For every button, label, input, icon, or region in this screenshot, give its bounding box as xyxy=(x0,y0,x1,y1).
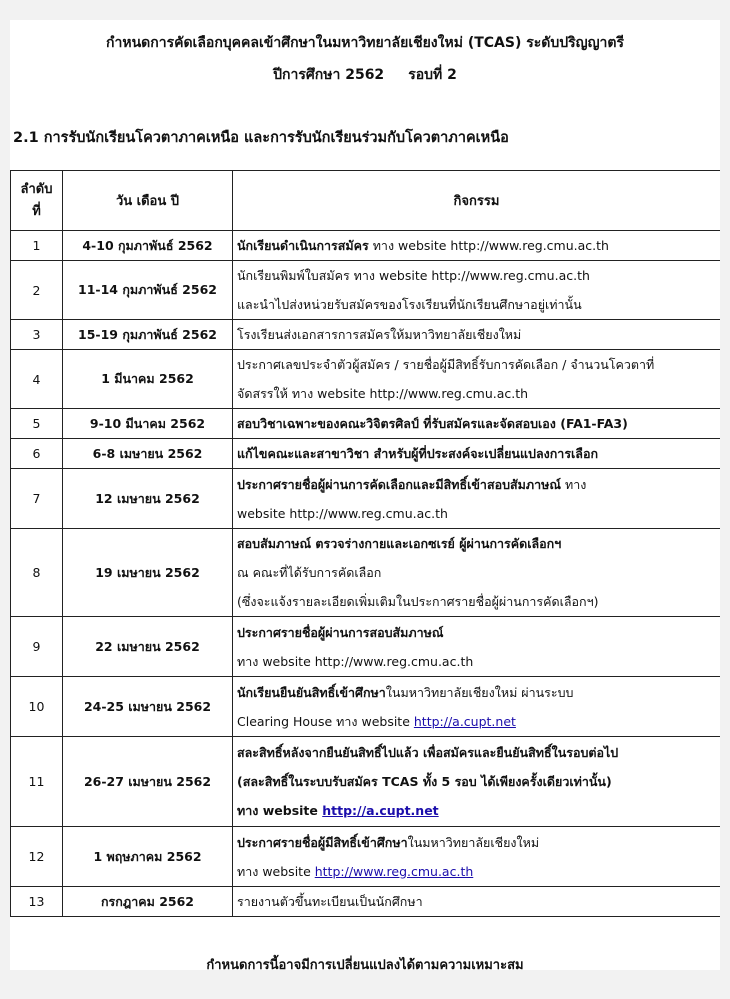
row-number: 12 xyxy=(11,827,63,887)
activity-bold-text: ประกาศรายชื่อผู้มีสิทธิ์เข้าศึกษา xyxy=(237,834,408,850)
header-activity: กิจกรรม xyxy=(233,171,721,231)
row-number: 8 xyxy=(11,529,63,617)
row-activity xyxy=(233,677,721,737)
activity-text: ทาง website http://www.reg.cmu.ac.th xyxy=(368,238,609,253)
activity-line xyxy=(237,796,716,825)
activity-line: ณ คณะที่ได้รับการคัดเลือก xyxy=(237,565,382,580)
row-number: 6 xyxy=(11,439,63,469)
activity-line: ทาง website http://www.reg.cmu.ac.th xyxy=(237,653,474,669)
activity-text: ในมหาวิทยาลัยเชียงใหม่ ผ่านระบบ xyxy=(385,684,574,700)
activity-line: ประกาศเลขประจำตัวผู้สมัคร / รายชื่อผู้มีสิทธิ์รับการคัดเลือก / จำนวนโควตาที่ xyxy=(237,357,655,372)
row-activity xyxy=(233,887,721,917)
row-date: 12 เมษายน 2562 xyxy=(63,469,233,529)
table-row xyxy=(11,529,721,617)
cupt-link[interactable]: http://a.cupt.net xyxy=(413,713,516,729)
table-row xyxy=(11,737,721,827)
row-number: 11 xyxy=(11,737,63,827)
activity-line: ประกาศรายชื่อผู้ผ่านการสอบสัมภาษณ์ xyxy=(237,624,444,640)
row-date: 15-19 กุมภาพันธ์ 2562 xyxy=(63,320,233,350)
activity-line: จัดสรรให้ ทาง website http://www.reg.cmu.ac.th xyxy=(237,386,529,401)
header-date: วัน เดือน ปี xyxy=(63,171,233,231)
activity-line: สละสิทธิ์หลังจากยืนยันสิทธิ์ไปแล้ว เพื่อสมัครและยืนยันสิทธิ์ในรอบต่อไป xyxy=(237,745,619,760)
section-title: 2.1 การรับนักเรียนโควตาภาคเหนือ และการรับนักเรียนร่วมกับโควตาภาคเหนือ xyxy=(13,130,509,146)
row-date: 22 เมษายน 2562 xyxy=(63,617,233,677)
row-activity xyxy=(233,409,721,439)
table-row xyxy=(11,409,721,439)
row-activity xyxy=(233,261,721,320)
row-date: 4-10 กุมภาพันธ์ 2562 xyxy=(63,231,233,261)
academic-year-line xyxy=(10,64,720,86)
table-row xyxy=(11,469,721,529)
activity-line: สอบวิชาเฉพาะของคณะวิจิตรศิลป์ ที่รับสมัครและจัดสอบเอง (FA1-FA3) xyxy=(237,416,628,431)
document-page xyxy=(10,20,720,970)
row-activity xyxy=(233,617,721,677)
row-date: 6-8 เมษายน 2562 xyxy=(63,439,233,469)
row-activity xyxy=(233,231,721,261)
activity-line: (ซึ่งจะแจ้งรายละเอียดเพิ่มเติมในประกาศรายชื่อผู้ผ่านการคัดเลือกฯ) xyxy=(237,594,599,609)
row-date: 1 มีนาคม 2562 xyxy=(63,350,233,409)
row-number: 7 xyxy=(11,469,63,529)
row-activity xyxy=(233,439,721,469)
activity-text: ทาง xyxy=(560,476,587,492)
academic-year: ปีการศึกษา 2562 xyxy=(273,67,385,83)
activity-bold-text: นักเรียนยืนยันสิทธิ์เข้าศึกษา xyxy=(237,684,386,700)
row-activity xyxy=(233,350,721,409)
table-row xyxy=(11,887,721,917)
row-number: 1 xyxy=(11,231,63,261)
row-date: 26-27 เมษายน 2562 xyxy=(63,737,233,827)
row-activity xyxy=(233,469,721,529)
cupt-link[interactable]: http://a.cupt.net xyxy=(322,803,439,818)
row-number: 9 xyxy=(11,617,63,677)
row-date: 1 พฤษภาคม 2562 xyxy=(63,827,233,887)
schedule-table xyxy=(10,170,720,917)
activity-text: Clearing House ทาง website xyxy=(237,713,414,729)
row-number: 2 xyxy=(11,261,63,320)
activity-line: (สละสิทธิ์ในระบบรับสมัคร TCAS ทั้ง 5 รอบ ได้เพียงครั้งเดียวเท่านั้น) xyxy=(237,774,612,789)
activity-text: ทาง website xyxy=(237,863,315,879)
table-row xyxy=(11,231,721,261)
schedule-change-note: กำหนดการนี้อาจมีการเปลี่ยนแปลงได้ตามความเหมาะสม xyxy=(206,958,524,970)
row-number: 3 xyxy=(11,320,63,350)
row-number: 5 xyxy=(11,409,63,439)
row-date: กรกฎาคม 2562 xyxy=(63,887,233,917)
row-activity xyxy=(233,320,721,350)
table-row xyxy=(11,350,721,409)
activity-line xyxy=(237,470,716,499)
activity-line: โรงเรียนส่งเอกสารการสมัครให้มหาวิทยาลัยเชียงใหม่ xyxy=(237,327,522,342)
row-date: 19 เมษายน 2562 xyxy=(63,529,233,617)
table-header-row xyxy=(11,171,721,231)
activity-line: และนำไปส่งหน่วยรับสมัครของโรงเรียนที่นักเรียนศึกษาอยู่เท่านั้น xyxy=(237,297,582,312)
activity-line: website http://www.reg.cmu.ac.th xyxy=(237,505,448,521)
reg-cmu-link[interactable]: http://www.reg.cmu.ac.th xyxy=(314,863,474,879)
header-no xyxy=(11,171,63,231)
table-row xyxy=(11,261,721,320)
activity-line: สอบสัมภาษณ์ ตรวจร่างกายและเอกซเรย์ ผู้ผ่านการคัดเลือกฯ xyxy=(237,536,562,551)
activity-line xyxy=(237,678,716,707)
activity-bold-text: ประกาศรายชื่อผู้ผ่านการคัดเลือกและมีสิทธิ์เข้าสอบสัมภาษณ์ xyxy=(237,476,561,492)
activity-bold-text: นักเรียนดำเนินการสมัคร xyxy=(237,238,369,253)
activity-line xyxy=(237,828,716,857)
round-number: รอบที่ 2 xyxy=(408,67,457,83)
row-number: 10 xyxy=(11,677,63,737)
activity-line: รายงานตัวขึ้นทะเบียนเป็นนักศึกษา xyxy=(237,894,423,909)
activity-line: แก้ไขคณะและสาขาวิชา สำหรับผู้ที่ประสงค์จะเปลี่ยนแปลงการเลือก xyxy=(237,446,599,461)
row-number: 4 xyxy=(11,350,63,409)
activity-line xyxy=(237,231,716,260)
activity-bold-text: ทาง website xyxy=(237,803,323,818)
header-no-line1: ลำดับ xyxy=(20,181,53,197)
activity-line: นักเรียนพิมพ์ใบสมัคร ทาง website http://www.reg.cmu.ac.th xyxy=(237,268,590,283)
row-date: 9-10 มีนาคม 2562 xyxy=(63,409,233,439)
table-row xyxy=(11,677,721,737)
header-no-line2: ที่ xyxy=(32,203,41,219)
row-number: 13 xyxy=(11,887,63,917)
row-date: 11-14 กุมภาพันธ์ 2562 xyxy=(63,261,233,320)
row-activity xyxy=(233,529,721,617)
table-row xyxy=(11,827,721,887)
row-activity xyxy=(233,827,721,887)
activity-text: ในมหาวิทยาลัยเชียงใหม่ xyxy=(407,834,540,850)
table-row xyxy=(11,617,721,677)
document-title: กำหนดการคัดเลือกบุคคลเข้าศึกษาในมหาวิทยาลัยเชียงใหม่ (TCAS) ระดับปริญญาตรี xyxy=(106,35,624,51)
table-row xyxy=(11,320,721,350)
row-date: 24-25 เมษายน 2562 xyxy=(63,677,233,737)
activity-line xyxy=(237,707,716,736)
table-row xyxy=(11,439,721,469)
activity-line xyxy=(237,857,716,886)
row-activity xyxy=(233,737,721,827)
